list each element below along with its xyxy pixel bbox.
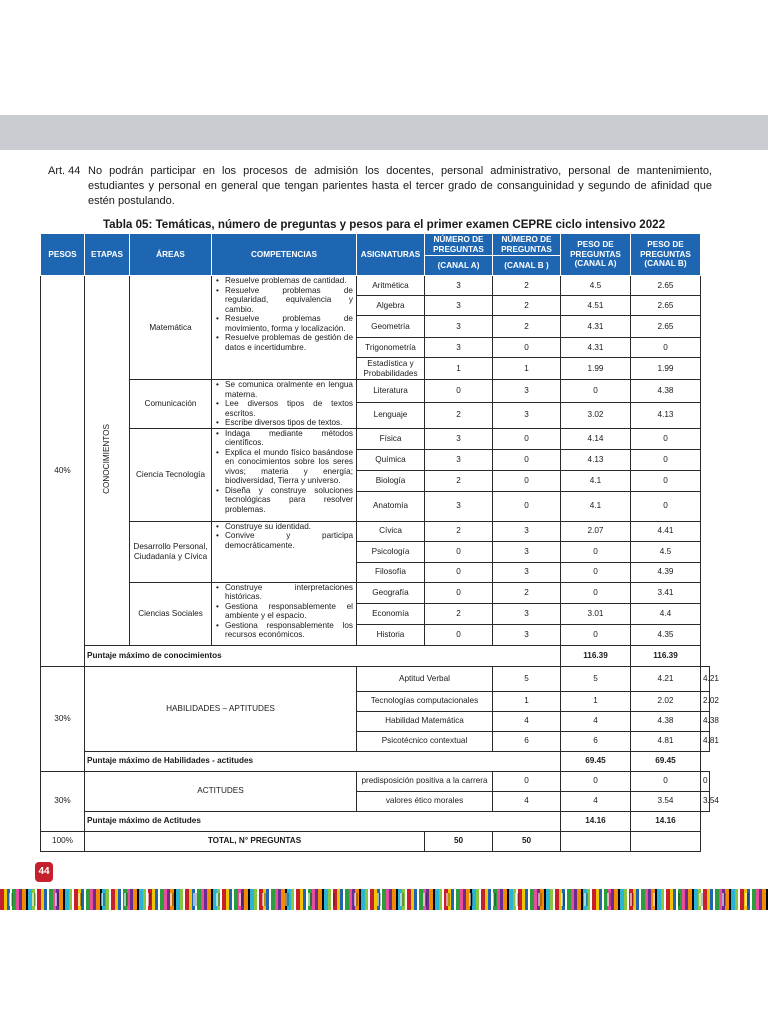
preguntas-canal-b: 0 bbox=[493, 428, 561, 449]
preguntas-canal-b: 2 bbox=[493, 296, 561, 316]
peso-canal-b: 0 bbox=[631, 470, 701, 491]
preguntas-canal-b: 1 bbox=[561, 691, 631, 711]
peso-canal-a: 4.81 bbox=[631, 731, 701, 751]
asignatura: Lenguaje bbox=[357, 402, 425, 428]
area-name: Ciencia Tecnología bbox=[130, 428, 212, 521]
peso-canal-a: 4.31 bbox=[561, 316, 631, 338]
etapa-conocimientos-label: CONOCIMIENTOS bbox=[102, 424, 112, 494]
preguntas-canal-a: 2 bbox=[425, 603, 493, 624]
peso-canal-a: 1.99 bbox=[561, 358, 631, 380]
table-row bbox=[41, 428, 710, 449]
total-actitudes-b: 14.16 bbox=[631, 811, 701, 831]
peso-canal-a: 4.5 bbox=[561, 276, 631, 296]
competencias-cell bbox=[212, 276, 357, 380]
asignatura: Filosofía bbox=[357, 562, 425, 582]
asignatura: Literatura bbox=[357, 380, 425, 403]
actitud-name: predisposición positiva a la carrera bbox=[357, 771, 493, 791]
peso-canal-b: 0 bbox=[631, 449, 701, 470]
peso-canal-b: 2.65 bbox=[631, 316, 701, 338]
preguntas-canal-a: 3 bbox=[425, 296, 493, 316]
peso-canal-b: 0 bbox=[631, 428, 701, 449]
preguntas-canal-b: 1 bbox=[493, 358, 561, 380]
competencias-cell bbox=[212, 428, 357, 521]
competencia-item: • Indaga mediante métodos científicos. bbox=[225, 429, 353, 448]
preguntas-canal-a: 3 bbox=[425, 449, 493, 470]
asignatura: Aritmética bbox=[357, 276, 425, 296]
article-text: No podrán participar en los procesos de admisión los docentes, personal administrativo, personal de mantenimiento, estudiantes y personal en general que tengan parientes hasta el tercer grado de consanguinidad y segundo de afinidad que estén postulando. bbox=[88, 165, 712, 207]
peso-canal-a: 0 bbox=[561, 380, 631, 403]
competencia-item: • Resuelve problemas de movimiento, forma y localización. bbox=[225, 314, 353, 333]
competencia-item: • Escribe diversos tipos de textos. bbox=[225, 418, 353, 428]
total-preguntas-b: 50 bbox=[493, 831, 561, 851]
peso-canal-b: 4.38 bbox=[631, 380, 701, 403]
peso-canal-a: 4.1 bbox=[561, 470, 631, 491]
asignatura: Estadística y Probabilidades bbox=[357, 358, 425, 380]
peso-canal-a: 4.21 bbox=[631, 666, 701, 691]
competencia-item: • Construye su identidad. bbox=[225, 522, 353, 532]
peso-canal-a: 0 bbox=[561, 624, 631, 645]
peso-canal-a: 0 bbox=[561, 562, 631, 582]
preguntas-canal-b: 4 bbox=[561, 791, 631, 811]
table-row bbox=[41, 666, 710, 691]
asignatura: Física bbox=[357, 428, 425, 449]
peso-canal-b: 4.5 bbox=[631, 541, 701, 562]
peso-canal-b: 0 bbox=[631, 338, 701, 358]
header-competencias: COMPETENCIAS bbox=[212, 234, 357, 276]
page-number-badge: 44 bbox=[35, 862, 53, 882]
peso-canal-a: 2.07 bbox=[561, 521, 631, 541]
total-peso-b-empty bbox=[631, 831, 701, 851]
competencia-item: • Gestiona responsablemente el ambiente y el espacio. bbox=[225, 602, 353, 621]
asignatura: Geografía bbox=[357, 582, 425, 603]
competencia-item: • Lee diversos tipos de textos escritos. bbox=[225, 399, 353, 418]
peso-canal-b: 0 bbox=[631, 491, 701, 521]
peso-canal-b: 4.4 bbox=[631, 603, 701, 624]
etapa-actitudes: ACTITUDES bbox=[85, 771, 357, 811]
competencias-list bbox=[215, 276, 353, 352]
preguntas-canal-a: 0 bbox=[425, 582, 493, 603]
exam-weights-table bbox=[40, 233, 719, 852]
competencia-item: • Gestiona responsablemente los recursos económicos. bbox=[225, 621, 353, 640]
header-etapas: ETAPAS bbox=[85, 234, 130, 276]
preguntas-canal-a: 0 bbox=[425, 624, 493, 645]
table-row bbox=[41, 582, 710, 603]
habilidad-name: Habilidad Matemática bbox=[357, 711, 493, 731]
competencia-item: • Resuelve problemas de regularidad, equivalencia y cambio. bbox=[225, 286, 353, 315]
preguntas-canal-a: 4 bbox=[493, 711, 561, 731]
preguntas-canal-b: 4 bbox=[561, 711, 631, 731]
header-num-preguntas-b: NÚMERO DE PREGUNTAS bbox=[493, 234, 561, 256]
peso-canal-a: 0 bbox=[561, 582, 631, 603]
peso-canal-b: 1.99 bbox=[631, 358, 701, 380]
area-name: Comunicación bbox=[130, 380, 212, 429]
table-row bbox=[41, 811, 710, 831]
asignatura: Anatomía bbox=[357, 491, 425, 521]
competencias-list bbox=[215, 429, 353, 515]
preguntas-canal-a: 2 bbox=[425, 521, 493, 541]
total-habilidades-label: Puntaje máximo de Habilidades - actitudes bbox=[85, 751, 561, 771]
header-asignaturas: ASIGNATURAS bbox=[357, 234, 425, 276]
asignatura: Geometría bbox=[357, 316, 425, 338]
preguntas-canal-a: 2 bbox=[425, 470, 493, 491]
competencia-item: • Construye interpretaciones históricas. bbox=[225, 583, 353, 602]
preguntas-canal-b: 0 bbox=[561, 771, 631, 791]
table-row bbox=[41, 771, 710, 791]
peso-canal-b: 2.65 bbox=[631, 296, 701, 316]
peso-actitudes: 30% bbox=[41, 771, 85, 831]
peso-canal-a: 4.13 bbox=[561, 449, 631, 470]
preguntas-canal-b: 0 bbox=[493, 470, 561, 491]
competencias-list bbox=[215, 380, 353, 428]
table-row bbox=[41, 645, 710, 666]
area-name: Ciencias Sociales bbox=[130, 582, 212, 645]
competencia-item: • Explica el mundo físico basándose en conocimientos sobre los seres vivos; materia y energía; biodiversidad, Tierra y universo. bbox=[225, 448, 353, 486]
table-caption: Tabla 05: Temáticas, número de preguntas y pesos para el primer examen CEPRE ciclo intensivo 2022 bbox=[102, 218, 666, 231]
peso-canal-b: 3.54 bbox=[701, 791, 710, 811]
header-num-preguntas-a: NÚMERO DE PREGUNTAS bbox=[425, 234, 493, 256]
preguntas-canal-b: 3 bbox=[493, 562, 561, 582]
competencias-cell bbox=[212, 582, 357, 645]
table-row bbox=[41, 751, 710, 771]
peso-canal-a: 3.02 bbox=[561, 402, 631, 428]
peso-canal-a: 0 bbox=[561, 541, 631, 562]
peso-habilidades: 30% bbox=[41, 666, 85, 771]
asignatura: Cívica bbox=[357, 521, 425, 541]
header-canal-b: (CANAL B ) bbox=[493, 256, 561, 276]
table-row bbox=[41, 234, 710, 256]
preguntas-canal-b: 2 bbox=[493, 316, 561, 338]
header-peso-b: PESO DE PREGUNTAS (CANAL B) bbox=[631, 234, 701, 276]
peso-canal-b: 4.13 bbox=[631, 402, 701, 428]
asignatura: Historia bbox=[357, 624, 425, 645]
total-actitudes-a: 14.16 bbox=[561, 811, 631, 831]
competencia-item: • Resuelve problemas de gestión de datos e incertidumbre. bbox=[225, 333, 353, 352]
preguntas-canal-b: 3 bbox=[493, 541, 561, 562]
competencia-item: • Resuelve problemas de cantidad. bbox=[225, 276, 353, 286]
actitud-name: valores ético morales bbox=[357, 791, 493, 811]
asignatura: Trigonometría bbox=[357, 338, 425, 358]
competencias-list bbox=[215, 583, 353, 640]
habilidad-name: Psicotécnico contextual bbox=[357, 731, 493, 751]
peso-canal-a: 4.14 bbox=[561, 428, 631, 449]
preguntas-canal-b: 2 bbox=[493, 276, 561, 296]
preguntas-canal-b: 0 bbox=[493, 338, 561, 358]
peso-canal-a: 4.1 bbox=[561, 491, 631, 521]
asignatura: Psicología bbox=[357, 541, 425, 562]
preguntas-canal-a: 0 bbox=[425, 562, 493, 582]
total-peso-a-empty bbox=[561, 831, 631, 851]
preguntas-canal-a: 3 bbox=[425, 316, 493, 338]
peso-canal-a: 3.54 bbox=[631, 791, 701, 811]
preguntas-canal-a: 0 bbox=[425, 541, 493, 562]
asignatura: Biología bbox=[357, 470, 425, 491]
competencias-cell bbox=[212, 521, 357, 582]
asignatura: Química bbox=[357, 449, 425, 470]
total-conocimientos-a: 116.39 bbox=[561, 645, 631, 666]
table-row bbox=[41, 521, 710, 541]
article-number: Art. 44 bbox=[48, 165, 81, 177]
preguntas-canal-b: 6 bbox=[561, 731, 631, 751]
peso-canal-b: 4.39 bbox=[631, 562, 701, 582]
preguntas-canal-b: 5 bbox=[561, 666, 631, 691]
header-pesos: PESOS bbox=[41, 234, 85, 276]
total-actitudes-label: Puntaje máximo de Actitudes bbox=[85, 811, 561, 831]
preguntas-canal-a: 2 bbox=[425, 402, 493, 428]
habilidad-name: Aptitud Verbal bbox=[357, 666, 493, 691]
habilidad-name: Tecnologías computacionales bbox=[357, 691, 493, 711]
peso-canal-a: 0 bbox=[631, 771, 701, 791]
preguntas-canal-b: 0 bbox=[493, 491, 561, 521]
peso-canal-b: 2.65 bbox=[631, 276, 701, 296]
preguntas-canal-a: 1 bbox=[493, 691, 561, 711]
etapa-conocimientos bbox=[85, 276, 130, 646]
preguntas-canal-b: 3 bbox=[493, 603, 561, 624]
area-name: Desarrollo Personal, Ciudadanía y Cívica bbox=[130, 521, 212, 582]
peso-canal-b: 4.21 bbox=[701, 666, 710, 691]
preguntas-canal-a: 0 bbox=[493, 771, 561, 791]
preguntas-canal-b: 0 bbox=[493, 449, 561, 470]
preguntas-canal-a: 3 bbox=[425, 491, 493, 521]
preguntas-canal-a: 6 bbox=[493, 731, 561, 751]
peso-canal-a: 3.01 bbox=[561, 603, 631, 624]
preguntas-canal-a: 1 bbox=[425, 358, 493, 380]
decorative-andean-stripe-pattern bbox=[0, 893, 768, 906]
competencias-list bbox=[215, 522, 353, 551]
header-areas: ÁREAS bbox=[130, 234, 212, 276]
peso-canal-b: 2.02 bbox=[701, 691, 710, 711]
peso-canal-b: 4.38 bbox=[701, 711, 710, 731]
asignatura: Economía bbox=[357, 603, 425, 624]
peso-canal-a: 4.31 bbox=[561, 338, 631, 358]
preguntas-canal-b: 2 bbox=[493, 582, 561, 603]
total-conocimientos-b: 116.39 bbox=[631, 645, 701, 666]
preguntas-canal-a: 4 bbox=[493, 791, 561, 811]
total-preguntas-a: 50 bbox=[425, 831, 493, 851]
total-habilidades-b: 69.45 bbox=[631, 751, 701, 771]
table-row bbox=[41, 380, 710, 403]
preguntas-canal-a: 0 bbox=[425, 380, 493, 403]
etapa-habilidades: HABILIDADES – APTITUDES bbox=[85, 666, 357, 751]
preguntas-canal-b: 3 bbox=[493, 624, 561, 645]
competencia-item: • Convive y participa democráticamente. bbox=[225, 531, 353, 550]
peso-conocimientos: 40% bbox=[41, 276, 85, 667]
preguntas-canal-b: 3 bbox=[493, 380, 561, 403]
peso-canal-b: 3.41 bbox=[631, 582, 701, 603]
peso-canal-a: 2.02 bbox=[631, 691, 701, 711]
peso-canal-a: 4.51 bbox=[561, 296, 631, 316]
competencias-cell bbox=[212, 380, 357, 429]
top-gray-band bbox=[0, 115, 768, 150]
peso-canal-a: 4.38 bbox=[631, 711, 701, 731]
article-44 bbox=[48, 164, 712, 209]
preguntas-canal-a: 5 bbox=[493, 666, 561, 691]
preguntas-canal-a: 3 bbox=[425, 428, 493, 449]
total-habilidades-a: 69.45 bbox=[561, 751, 631, 771]
total-label: TOTAL, N° PREGUNTAS bbox=[85, 831, 425, 851]
area-name: Matemática bbox=[130, 276, 212, 380]
preguntas-canal-b: 3 bbox=[493, 402, 561, 428]
header-peso-a: PESO DE PREGUNTAS (CANAL A) bbox=[561, 234, 631, 276]
header-canal-a: (CANAL A) bbox=[425, 256, 493, 276]
peso-canal-b: 4.35 bbox=[631, 624, 701, 645]
preguntas-canal-b: 3 bbox=[493, 521, 561, 541]
total-conocimientos-label: Puntaje máximo de conocimientos bbox=[85, 645, 561, 666]
table-row bbox=[41, 276, 710, 296]
peso-total: 100% bbox=[41, 831, 85, 851]
peso-canal-b: 4.41 bbox=[631, 521, 701, 541]
competencia-item: • Se comunica oralmente en lengua materna. bbox=[225, 380, 353, 399]
asignatura: Algebra bbox=[357, 296, 425, 316]
table-row bbox=[41, 831, 710, 851]
preguntas-canal-a: 3 bbox=[425, 338, 493, 358]
peso-canal-b: 4.81 bbox=[701, 731, 710, 751]
peso-canal-b: 0 bbox=[701, 771, 710, 791]
competencia-item: • Diseña y construye soluciones tecnológicas para resolver problemas. bbox=[225, 486, 353, 515]
preguntas-canal-a: 3 bbox=[425, 276, 493, 296]
